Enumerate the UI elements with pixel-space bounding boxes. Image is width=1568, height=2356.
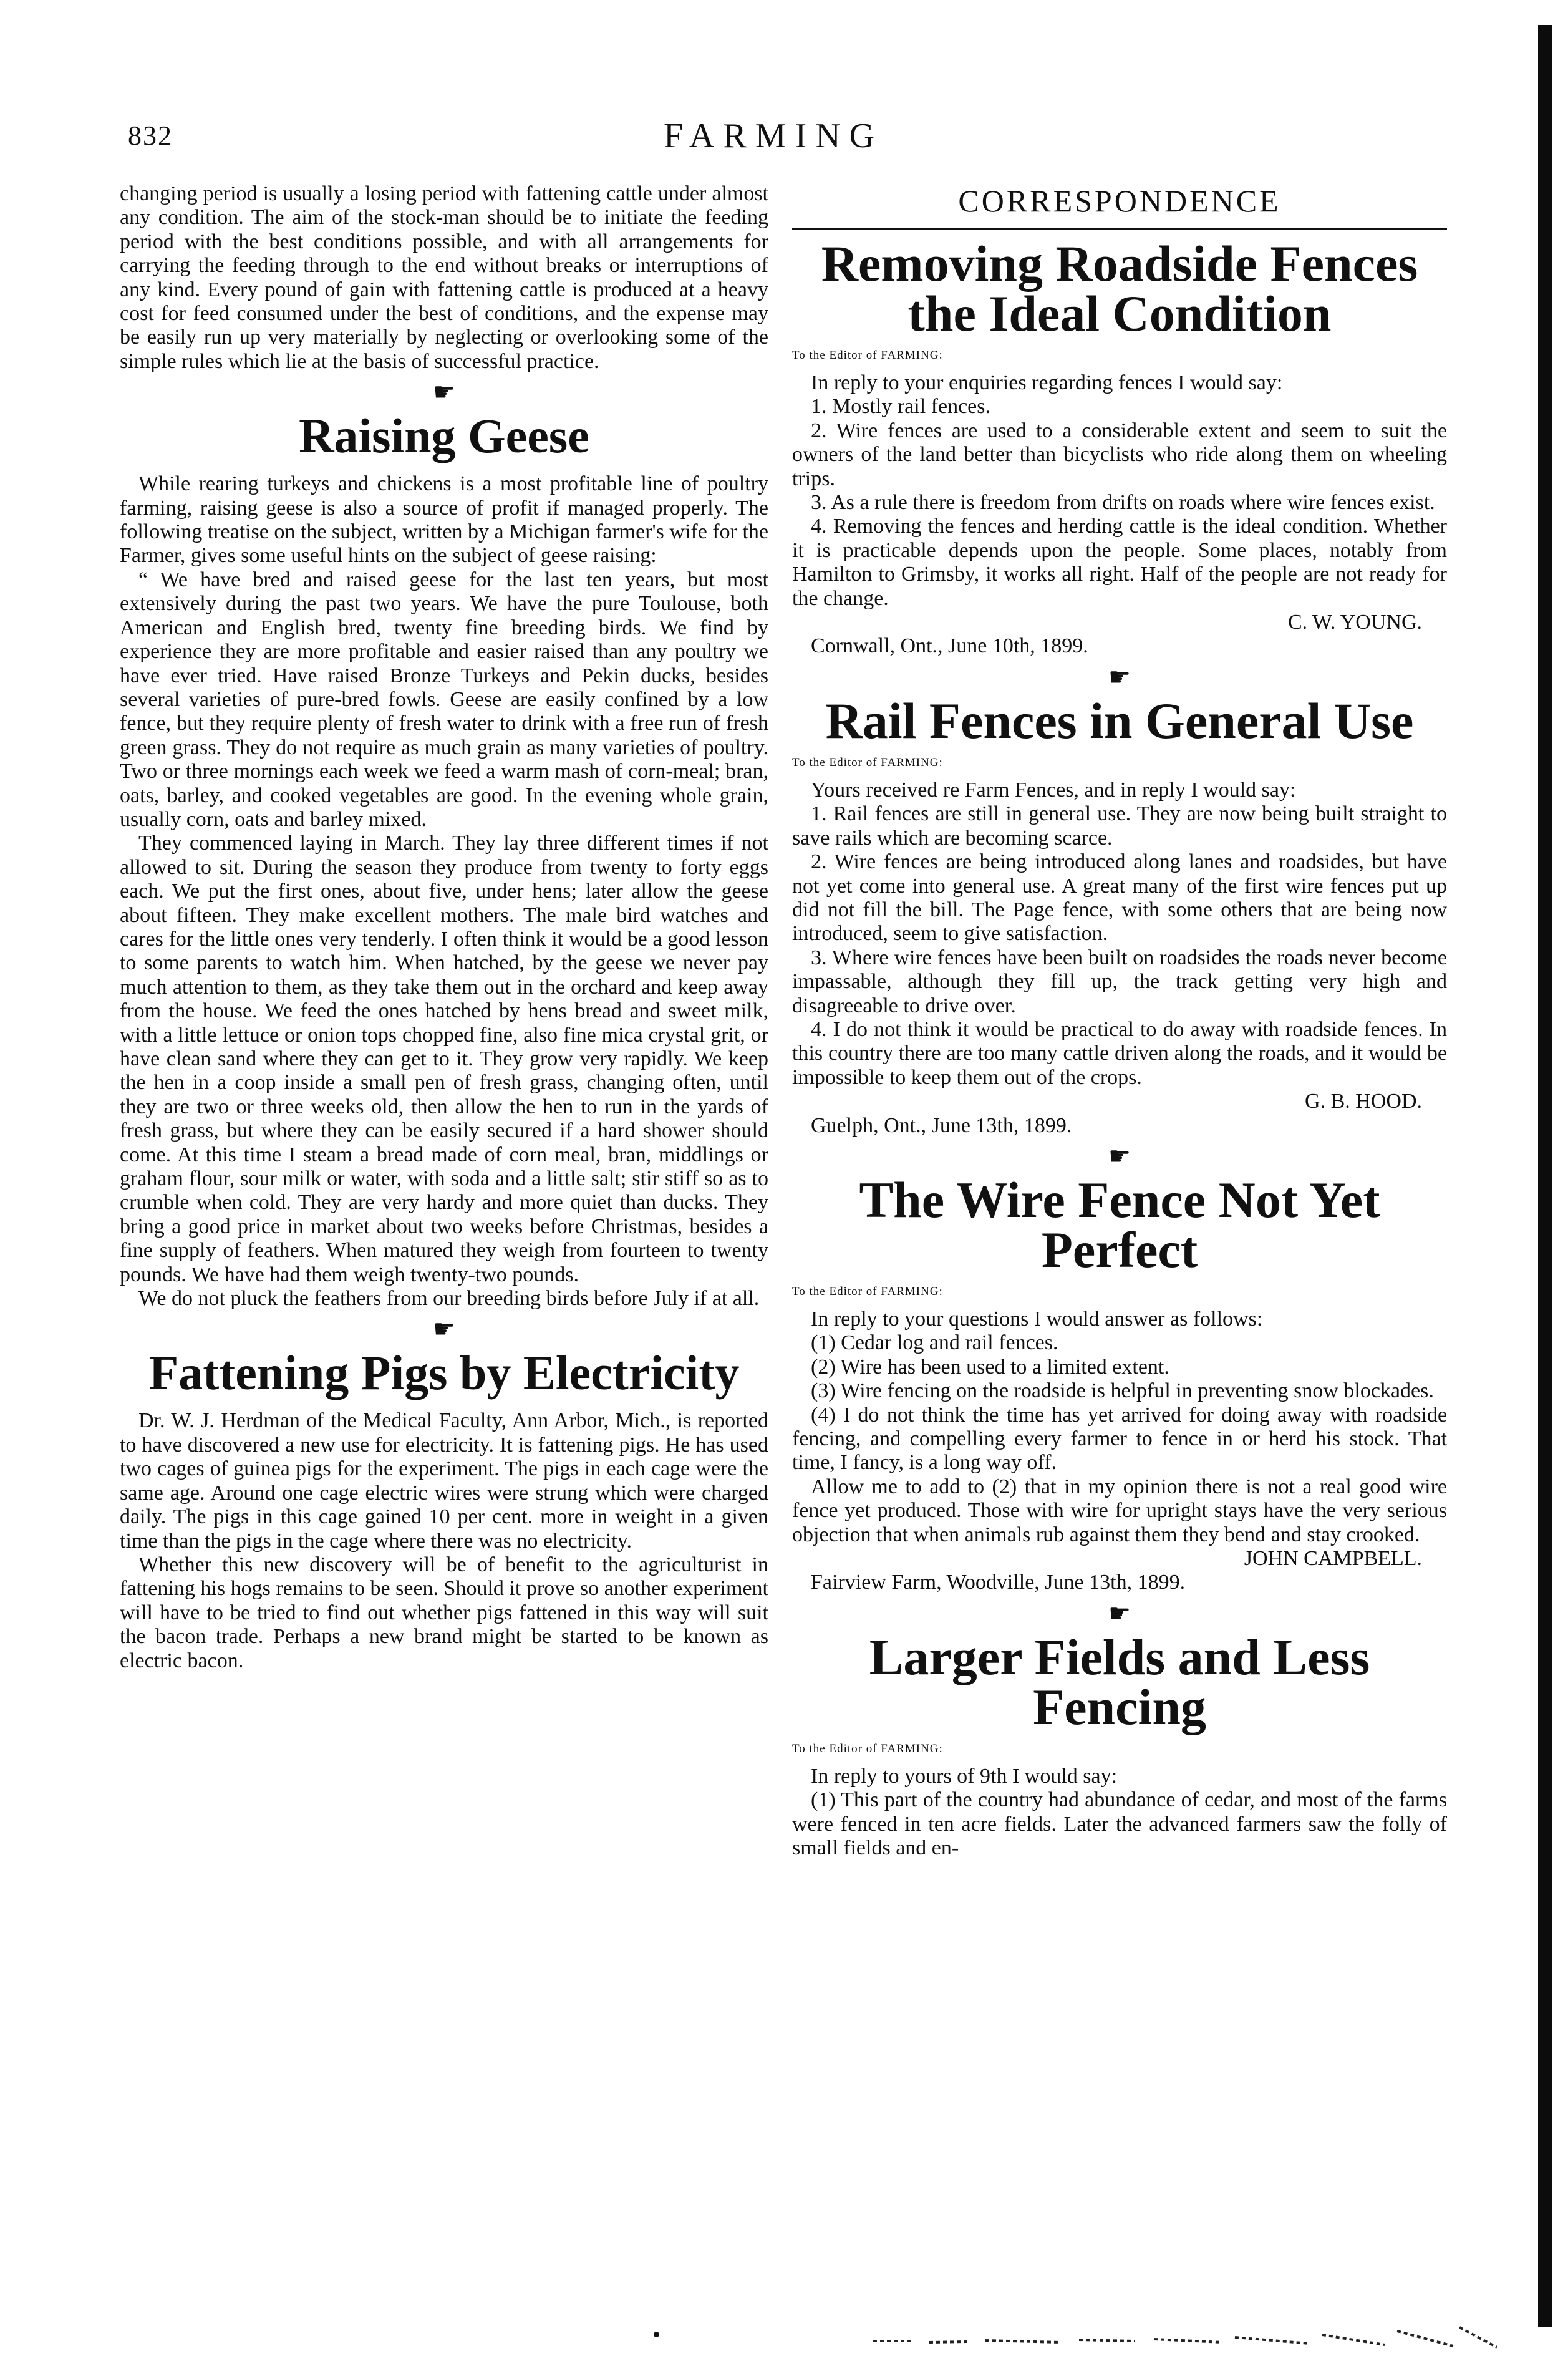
running-title: FARMING (663, 117, 884, 155)
article-paragraph: Whether this new discovery will be of benefit to the agriculturist in fattening his hogs remains to be seen. Should it prove so another experiment will have to be tried to find out whether pigs fattened in this way will suit the bacon trade. Perhaps a new brand might be started to be known as electric bacon. (120, 1553, 768, 1672)
letter-paragraph: 3. As a rule there is freedom from drifts on roads where wire fences exist. (811, 491, 1435, 515)
letter-paragraph: (1) This part of the country had abundance of cedar, and most of the farms were fenced in ten acre fields. Later the advanced farmers saw the folly of small fields and en- (792, 1788, 1447, 1860)
article-paragraph: They commenced laying in March. They lay three different times if not allowed to sit. During the season they produce from twenty to forty eggs each. We put the first ones, about five, under hens; later allow the geese about fifteen. They make excellent mothers. The male bird watches and cares for the little ones very tenderly. I often think it would be a good lesson to some parents to watch him. When hatched, by the geese we never pay much attention to them, as they take them out in the orchard and keep away from the house. We feed the ones hatched by hens bread and sweet milk, with a little lettuce or onion tops chopped fine, also fine mica crystal grit, or have clean sand where they can get to it. They grow very rapidly. We keep the hen in a coop inside a small pen of fresh grass, changing often, until they are two or three weeks old, then allow the hen to run in the yards of fresh grass, but where they can be easily secured if a hard shower should come. At this time I steam a bread made of corn meal, bran, middlings or graham flour, sour milk or water, with soda and a little salt; stir stiff so as to crumble when cold. They are very hardy and more quiet than ducks. They bring a good price in market about two weeks before Christmas, besides a fine supply of feathers. When matured they weigh from fourteen to twenty pounds. We have had them weigh twenty-two pounds. (120, 831, 768, 1286)
scan-noise-strip (873, 2324, 1497, 2349)
to-editor-line: To the Editor of FARMING: (792, 1284, 943, 1298)
article-title-removing-roadside-fences (792, 235, 1447, 342)
pointing-hand-icon: ☛ (433, 378, 455, 407)
letter-paragraph: (3) Wire fencing on the roadside is helpful in preventing snow blockades. (811, 1379, 1434, 1403)
scan-edge-bar (1538, 25, 1552, 2327)
page-number: 832 (128, 120, 173, 151)
pointing-hand-icon: ☛ (1108, 662, 1131, 691)
pointing-hand-icon: ☛ (1108, 1142, 1131, 1170)
article-paragraph: Dr. W. J. Herdman of the Medical Faculty, Ann Arbor, Mich., is reported to have discovered a new use for electricity. It is fattening pigs. He has used two cages of guinea pigs for the experiment. The pigs in each cage were the same age. Around one cage electric wires were strung which were charged daily. The pigs in this cage gained 10 per cent. more in weight in a given time than the pigs in the cage where there was no electricity. (120, 1409, 768, 1553)
letter-paragraph: In reply to your questions I would answer as follows: (811, 1307, 1263, 1331)
article-title-raising-geese: Raising Geese (299, 409, 589, 463)
print-dot (654, 2332, 659, 2337)
pointing-hand-icon: ☛ (1108, 1599, 1131, 1627)
letter-paragraph: (2) Wire has been used to a limited extent. (811, 1355, 1169, 1379)
letter-signature: C. W. YOUNG. (1287, 611, 1422, 634)
letter-signature: JOHN CAMPBELL. (1244, 1547, 1422, 1571)
letter-paragraph: 2. Wire fences are being introduced along lanes and roadsides, but have not yet come into general use. A great many of the first wire fences put up did not fill the bill. The Page fence, with some others that are being now introduced, seem to give satisfaction. (792, 850, 1447, 946)
letter-paragraph: Allow me to add to (2) that in my opinion there is not a real good wire fence yet produced. Those with wire for upright stays have the very serious objection that when animals rub against them they bend and stay crooked. (792, 1475, 1447, 1546)
letter-paragraph: 4. Removing the fences and herding cattle is the ideal condition. Whether it is practicable depends upon the people. Some places, notably from Hamilton to Grimsby, it works all right. Half of the people are not ready for the change. (792, 515, 1447, 610)
article-paragraph: We do not pluck the feathers from our breeding birds before July if at all. (138, 1287, 760, 1311)
title-line: Larger Fields and Less (869, 1628, 1370, 1685)
title-line: Removing Roadside Fences (821, 235, 1418, 292)
intro-paragraph: changing period is usually a losing period with fattening cattle under almost any condition. The aim of the stock-man should be to initiate the feeding period with the best conditions possible, and with all arrangements for carrying the feeding through to the end without breaks or interruptions of any kind. Every pound of gain with fattening cattle is produced at a heavy cost for feed consumed under the best of conditions, and the expense may be easily run up very materially by neglecting or overlooking some of the simple rules which lie at the basis of successful practice. (120, 182, 768, 373)
article-paragraph: “ We have bred and raised geese for the last ten years, but most extensively during the past two years. We have the pure Toulouse, both American and English bred, twenty fine breeding birds. We find by experience they are more profitable and easier raised than any poultry we have ever tried. Have raised Bronze Turkeys and Pekin ducks, besides several varieties of pure-bred fowls. Geese are easily confined by a low fence, but they require plenty of fresh water to drink with a free run of fresh green grass. They do not require as much grain as many varieties of poultry. Two or three mornings each week we feed a warm mash of corn-meal; bran, oats, barley, and cooked vegetables are good. In the evening whole grain, usually corn, oats and barley mixed. (120, 568, 768, 831)
title-line: the Ideal Condition (907, 285, 1332, 342)
letter-place-date: Cornwall, Ont., June 10th, 1899. (811, 634, 1088, 658)
article-title-larger-fields (792, 1628, 1447, 1735)
to-editor-line: To the Editor of FARMING: (792, 349, 943, 362)
letter-paragraph: 1. Mostly rail fences. (811, 395, 990, 419)
article-title-fattening-pigs: Fattening Pigs by Electricity (148, 1345, 740, 1400)
pointing-hand-icon: ☛ (433, 1315, 455, 1344)
letter-paragraph: 2. Wire fences are used to a considerable extent and seem to suit the owners of the land better than bicyclists who ride along them on wheeling trips. (792, 419, 1447, 490)
letter-signature: G. B. HOOD. (1305, 1090, 1422, 1113)
letter-paragraph: 4. I do not think it would be practical to do away with roadside fences. In this country there are too many cattle driven along the roads, and it would be impossible to keep them out of the crops. (792, 1017, 1447, 1089)
letter-paragraph: In reply to your enquiries regarding fences I would say: (811, 371, 1283, 394)
letter-place-date: Fairview Farm, Woodville, June 13th, 1899. (811, 1571, 1186, 1594)
to-editor-line: To the Editor of FARMING: (792, 1742, 943, 1755)
left-column (120, 182, 768, 1673)
article-title-wire-fence (792, 1171, 1447, 1278)
title-line: Perfect (1041, 1221, 1198, 1278)
letter-paragraph: (4) I do not think the time has yet arrived for doing away with roadside fencing, and compelling every farmer to fence in or herd his stock. That time, I fancy, is a long way off. (792, 1403, 1447, 1475)
article-paragraph: While rearing turkeys and chickens is a most profitable line of poultry farming, raising geese is also a source of profit if managed properly. The following treatise on the subject, written by a Michigan farmer's wife for the Farmer, gives some useful hints on the subject of geese raising: (120, 472, 768, 568)
title-line: Fencing (1033, 1678, 1206, 1735)
section-rule (792, 228, 1447, 230)
letter-paragraph: Yours received re Farm Fences, and in reply I would say: (811, 778, 1296, 802)
letter-paragraph: 1. Rail fences are still in general use. They are now being built straight to save rails which are becoming scarce. (792, 802, 1447, 850)
to-editor-line: To the Editor of FARMING: (792, 755, 943, 769)
letter-place-date: Guelph, Ont., June 13th, 1899. (811, 1113, 1072, 1137)
letter-paragraph: In reply to yours of 9th I would say: (811, 1764, 1118, 1788)
letter-paragraph: (1) Cedar log and rail fences. (811, 1331, 1058, 1355)
section-heading: CORRESPONDENCE (958, 183, 1281, 218)
right-column (792, 182, 1447, 1860)
title-line: The Wire Fence Not Yet (859, 1171, 1380, 1228)
article-title-rail-fences: Rail Fences in General Use (825, 692, 1414, 749)
letter-paragraph: 3. Where wire fences have been built on roadsides the roads never become impassable, although they fill up, the track getting very high and disagreeable to drive over. (792, 946, 1447, 1017)
